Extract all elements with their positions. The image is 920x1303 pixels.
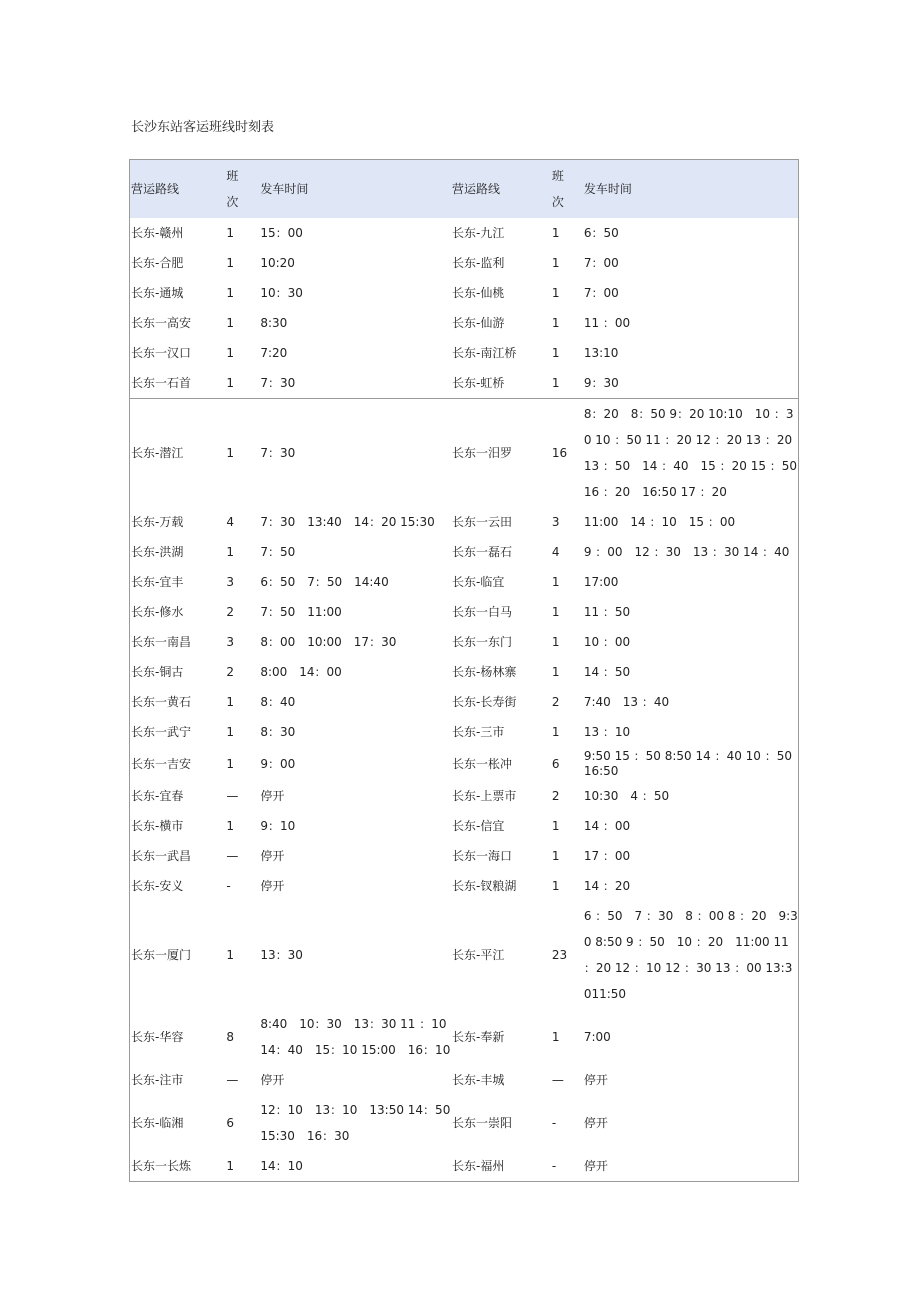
time-left-cell: 6：50 7：50 14:40 <box>260 575 389 589</box>
time-left-cell: 14：10 <box>260 1159 303 1173</box>
header-count-right <box>551 160 583 219</box>
count-right-cell: 1 <box>551 575 560 589</box>
route-right-cell: 长东-南江桥 <box>452 346 517 360</box>
time-left-cell: 12：10 13：10 13:50 14：50 15:30 16：30 <box>260 1103 451 1143</box>
table-row <box>130 871 799 901</box>
table-row <box>130 1065 799 1095</box>
count-right-cell: 1 <box>551 819 560 833</box>
table-row <box>130 248 799 278</box>
route-right-cell: 长东-丰城 <box>452 1073 505 1087</box>
count-right-cell: - <box>551 1159 557 1173</box>
table-row <box>130 368 799 399</box>
route-left-cell: 长东-赣州 <box>131 226 184 240</box>
time-left-cell: 7：30 <box>260 376 296 390</box>
route-left-cell: 长东一武昌 <box>131 849 192 863</box>
count-right-cell: 1 <box>551 879 560 893</box>
time-left-cell: 8:30 <box>260 316 288 330</box>
count-left-cell: — <box>226 789 239 803</box>
time-left-cell: 15：00 <box>260 226 303 240</box>
count-left-cell: 1 <box>226 695 234 709</box>
time-right-cell: 11 ：00 <box>583 316 631 330</box>
route-left-cell: 长东-万载 <box>131 515 184 529</box>
table-row <box>130 747 799 781</box>
time-left-cell: 9：10 <box>260 819 296 833</box>
count-right-cell: 16 <box>551 399 583 508</box>
route-right-cell: 长东一磊石 <box>452 545 513 559</box>
time-left-cell: 7：30 13:40 14：20 15:30 <box>260 515 435 529</box>
route-left-cell: 长东一吉安 <box>131 757 192 771</box>
table-row <box>130 399 799 508</box>
header-time-right: 发车时间 <box>583 182 632 196</box>
count-left-cell: 2 <box>226 665 234 679</box>
time-left-cell: 8：00 10:00 17：30 <box>260 635 397 649</box>
timetable-body <box>130 218 799 1182</box>
time-left-cell: 8：30 <box>260 725 296 739</box>
route-right-cell: 长东-平江 <box>452 948 505 962</box>
time-left-cell: 8:00 14：00 <box>260 665 342 679</box>
route-right-cell: 长东-临宜 <box>452 575 505 589</box>
time-right-cell: 7：00 <box>583 286 619 300</box>
table-row <box>130 657 799 687</box>
route-left-cell: 长东-潜江 <box>130 399 226 508</box>
time-right-cell: 停开 <box>583 1116 608 1130</box>
count-left-cell: 4 <box>226 515 234 529</box>
time-right-cell: 7:40 13 ：40 <box>583 695 670 709</box>
time-right-cell: 停开 <box>583 1073 608 1087</box>
route-right-cell: 长东一海口 <box>452 849 513 863</box>
route-left-cell: 长东-注市 <box>131 1073 184 1087</box>
count-right-cell: 6 <box>551 757 560 771</box>
time-right-cell: 17 ：00 <box>583 849 631 863</box>
count-left-cell: — <box>226 849 239 863</box>
count-left-cell: 1 <box>226 256 234 270</box>
route-left-cell: 长东一厦门 <box>131 948 192 962</box>
time-right-cell: 14 ：00 <box>583 819 631 833</box>
count-left-cell: 1 <box>226 757 234 771</box>
route-left-cell: 长东一高安 <box>131 316 192 330</box>
count-left-cell: 1 <box>226 286 234 300</box>
header-route-right: 营运路线 <box>452 182 501 196</box>
route-left-cell: 长东-铜古 <box>131 665 184 679</box>
header-count-top: 班 <box>551 169 564 183</box>
count-left-cell: 3 <box>226 635 234 649</box>
count-right-cell: 1 <box>551 1030 560 1044</box>
count-left-cell: 1 <box>226 725 234 739</box>
route-right-cell: 长东-信宜 <box>452 819 505 833</box>
table-row <box>130 687 799 717</box>
time-left-cell: 10:20 <box>260 256 295 270</box>
count-right-cell: 1 <box>551 725 560 739</box>
count-right-cell: 4 <box>551 545 560 559</box>
count-right-cell: 1 <box>551 849 560 863</box>
route-left-cell: 长东-通城 <box>131 286 184 300</box>
table-row <box>130 278 799 308</box>
time-left-cell: 7：50 11:00 <box>260 605 342 619</box>
table-row <box>130 308 799 338</box>
table-row <box>130 567 799 597</box>
time-right-cell: 停开 <box>583 1159 608 1173</box>
route-right-cell: 长东-仙桃 <box>452 286 505 300</box>
route-right-cell: 长东一东门 <box>452 635 513 649</box>
time-right-cell: 7：00 <box>583 256 619 270</box>
table-row <box>130 1095 799 1151</box>
time-left-cell: 9：00 <box>260 757 296 771</box>
time-right-cell: 11:00 14 ：10 15 ：00 <box>583 515 736 529</box>
route-right-cell: 长东一白马 <box>452 605 513 619</box>
table-row <box>130 507 799 537</box>
count-left-cell: 1 <box>226 948 234 962</box>
route-left-cell: 长东一石首 <box>131 376 192 390</box>
header-route-left: 营运路线 <box>131 182 180 196</box>
route-left-cell: 长东-宜春 <box>131 789 184 803</box>
route-left-cell: 长东-修水 <box>131 605 184 619</box>
table-row <box>130 841 799 871</box>
time-left-cell: 停开 <box>260 1073 285 1087</box>
route-left-cell: 长东一南昌 <box>131 635 192 649</box>
route-right-cell: 长东-福州 <box>452 1159 505 1173</box>
page-title: 长沙东站客运班线时刻表 <box>131 120 275 135</box>
table-row <box>130 717 799 747</box>
route-right-cell: 长东-仙游 <box>452 316 505 330</box>
route-right-cell: 长东-三市 <box>452 725 505 739</box>
table-row <box>130 338 799 368</box>
count-left-cell: 1 <box>226 1159 234 1173</box>
time-left-cell: 13：30 <box>260 948 303 962</box>
table-row <box>130 537 799 567</box>
count-right-cell: 1 <box>551 605 560 619</box>
time-left-cell: 7：50 <box>260 545 296 559</box>
count-left-cell: 1 <box>226 346 234 360</box>
table-row <box>130 627 799 657</box>
count-left-cell: 1 <box>226 376 234 390</box>
count-right-cell: 1 <box>551 346 560 360</box>
timetable-header <box>130 160 799 219</box>
count-left-cell: - <box>226 879 231 893</box>
route-right-cell: 长东-奉新 <box>452 1030 505 1044</box>
route-right-cell: 长东一云田 <box>452 515 513 529</box>
timetable <box>129 159 799 1182</box>
table-row <box>130 597 799 627</box>
time-left-cell: 停开 <box>260 789 285 803</box>
time-left-cell: 7:20 <box>260 346 288 360</box>
count-right-cell: - <box>551 1116 557 1130</box>
header-time-left: 发车时间 <box>260 182 309 196</box>
route-left-cell: 长东-宜丰 <box>131 575 184 589</box>
time-right-cell: 13:10 <box>583 346 619 360</box>
table-row <box>130 1009 799 1065</box>
header-count-bottom: 次 <box>226 195 239 209</box>
header-count-top: 班 <box>226 169 239 183</box>
time-left-cell: 停开 <box>260 879 285 893</box>
count-left-cell: 8 <box>226 1030 234 1044</box>
count-left-cell: 1 <box>226 226 234 240</box>
count-right-cell: 1 <box>551 256 560 270</box>
time-right-cell: 9 ：00 12 ：30 13 ：30 14 ：40 <box>583 545 790 559</box>
table-row <box>130 811 799 841</box>
route-right-cell: 长东-虹桥 <box>452 376 505 390</box>
time-right-cell: 8：20 8：50 9：20 10:10 10 ：30 10 ：50 11 ：20 12 ：20 13 ：20 13 ：50 14 ：40 15 ：20 15 ：50 16 ：20 16:50 17 ：20 <box>583 399 799 508</box>
count-right-cell: 1 <box>551 376 560 390</box>
time-right-cell: 10:30 4 ：50 <box>583 789 670 803</box>
table-row <box>130 218 799 248</box>
time-right-cell: 11 ：50 <box>583 605 631 619</box>
route-right-cell: 长东一汨罗 <box>451 399 551 508</box>
time-right-cell: 14 ：20 <box>583 879 631 893</box>
count-right-cell: 1 <box>551 665 560 679</box>
count-left-cell: 3 <box>226 575 234 589</box>
time-right-cell: 14 ：50 <box>583 665 631 679</box>
time-right-cell: 10 ：00 <box>583 635 631 649</box>
count-left-cell: — <box>226 1073 239 1087</box>
route-right-cell: 长东-长寿街 <box>452 695 517 709</box>
table-row <box>130 1151 799 1182</box>
count-right-cell: — <box>551 1073 564 1087</box>
route-left-cell: 长东-横市 <box>131 819 184 833</box>
route-right-cell: 长东-钗粮湖 <box>452 879 517 893</box>
header-count-left <box>225 160 259 219</box>
count-right-cell: 1 <box>551 286 560 300</box>
count-right-cell: 3 <box>551 515 560 529</box>
count-left-cell: 1 <box>225 399 259 508</box>
table-row <box>130 901 799 1009</box>
route-left-cell: 长东-临湘 <box>131 1116 184 1130</box>
time-right-cell: 9：30 <box>583 376 619 390</box>
count-left-cell: 1 <box>226 819 234 833</box>
time-right-cell: 7:00 <box>583 1030 611 1044</box>
route-left-cell: 长东-华容 <box>131 1030 184 1044</box>
time-left-cell: 停开 <box>260 849 285 863</box>
count-right-cell: 2 <box>551 789 560 803</box>
route-left-cell: 长东-安义 <box>131 879 184 893</box>
count-right-cell: 2 <box>551 695 560 709</box>
time-left-cell: 10：30 <box>260 286 303 300</box>
route-left-cell: 长东-合肥 <box>131 256 184 270</box>
route-left-cell: 长东-洪湖 <box>131 545 184 559</box>
count-right-cell: 1 <box>551 316 560 330</box>
route-right-cell: 长东-杨林寨 <box>452 665 517 679</box>
time-right-cell: 6：50 <box>583 226 619 240</box>
route-left-cell: 长东一长炼 <box>131 1159 192 1173</box>
time-right-cell: 6 ：50 7 ：30 8 ：00 8 ：20 9:30 8:50 9 ：50 10 ：20 11:00 11 ：20 12 ：10 12 ：30 13 ：00 13:3011:50 <box>583 909 798 1001</box>
time-left-cell: 7：30 <box>259 399 451 508</box>
time-left-cell: 8：40 <box>260 695 296 709</box>
route-right-cell: 长东-监利 <box>452 256 505 270</box>
route-left-cell: 长东一汉口 <box>131 346 192 360</box>
count-left-cell: 6 <box>226 1116 234 1130</box>
count-right-cell: 1 <box>551 635 560 649</box>
table-row <box>130 781 799 811</box>
route-left-cell: 长东一武宁 <box>131 725 192 739</box>
count-right-cell: 1 <box>551 226 560 240</box>
time-right-cell: 17:00 <box>583 575 619 589</box>
route-right-cell: 长东-九江 <box>452 226 505 240</box>
count-left-cell: 1 <box>226 545 234 559</box>
route-left-cell: 长东一黄石 <box>131 695 192 709</box>
count-left-cell: 2 <box>226 605 234 619</box>
route-right-cell: 长东一崇阳 <box>452 1116 513 1130</box>
route-right-cell: 长东一枨冲 <box>452 757 513 771</box>
route-right-cell: 长东-上票市 <box>452 789 517 803</box>
count-left-cell: 1 <box>226 316 234 330</box>
time-right-cell: 9:50 15 ：50 8:50 14 ：40 10 ：50 16:50 <box>583 749 793 778</box>
count-right-cell: 23 <box>551 948 568 962</box>
time-left-cell: 8:40 10：30 13：30 11 ：10 14：40 15：10 15:00 16：10 <box>260 1017 451 1057</box>
header-count-bottom: 次 <box>551 195 564 209</box>
time-right-cell: 13 ：10 <box>583 725 631 739</box>
